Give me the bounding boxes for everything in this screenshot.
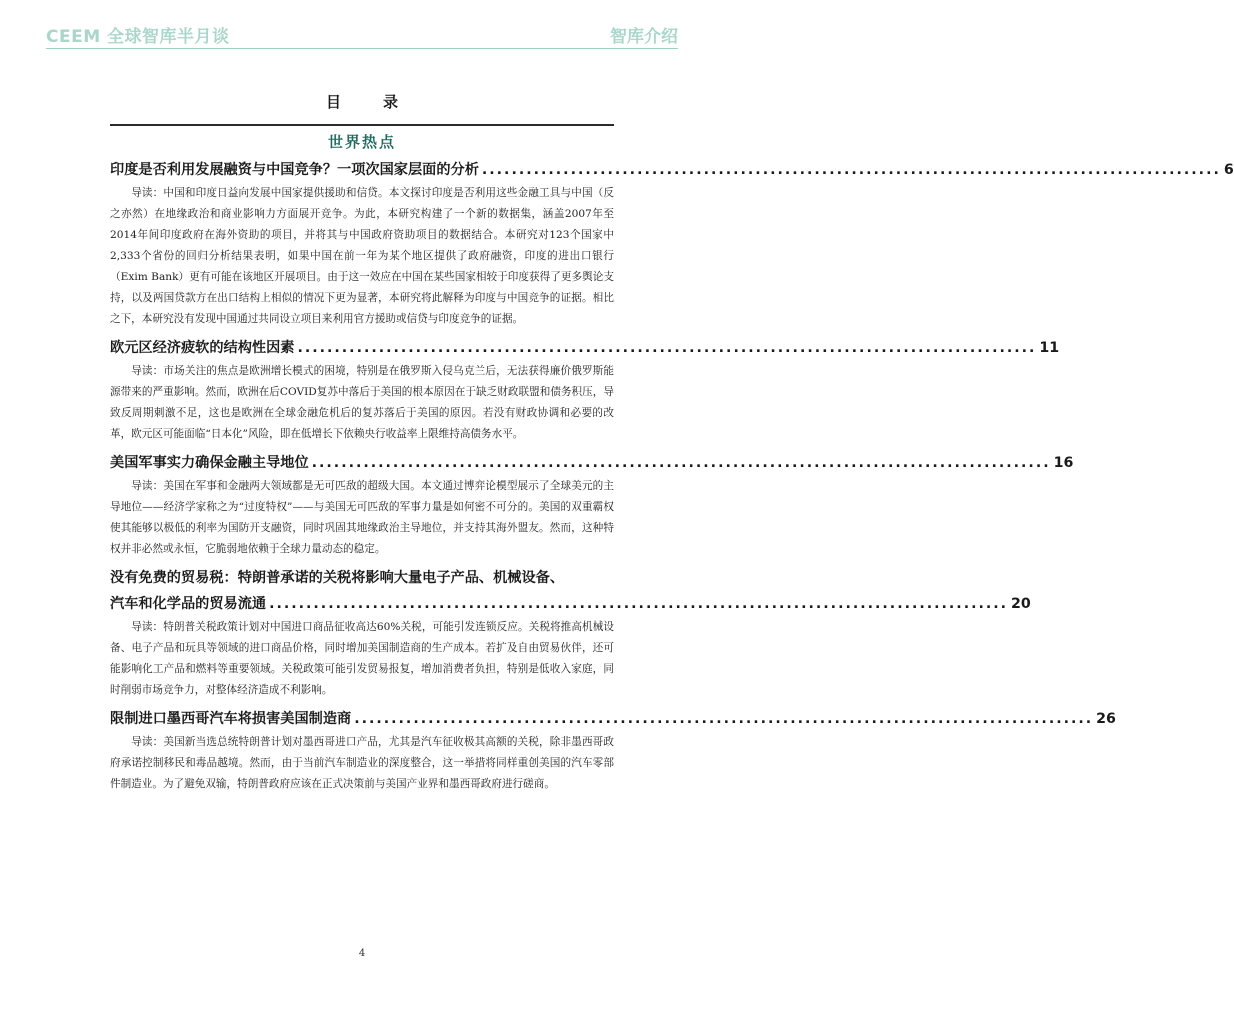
toc-entry[interactable] bbox=[110, 157, 1234, 330]
toc-entry-title-row[interactable] bbox=[110, 591, 1031, 617]
header-left-title: CEEM 全球智库半月谈 bbox=[46, 27, 230, 47]
toc-entry[interactable] bbox=[110, 565, 1031, 701]
toc-entry-page[interactable]: 11 bbox=[1039, 340, 1060, 356]
toc-entry-title-line-1[interactable]: 没有免费的贸易税：特朗普承诺的关税将影响大量电子产品、机械设备、 bbox=[110, 570, 565, 586]
toc-entry-title-row[interactable] bbox=[110, 335, 1060, 361]
toc-entry-abstract: 导读：美国在军事和金融两大领域都是无可匹敌的超级大国。本文通过博弈论模型展示了全球美元的主导地位——经济学家称之为“过度特权”——与美国无可匹敌的军事力量是如何密不可分的。美国的双重霸权使其能够以极低的利率为国防开支融资，同时巩固其地缘政治主导地位，并支持其海外盟友。然而，这种特权并非必然或永恒，它脆弱地依赖于全球力量动态的稳定。 bbox=[110, 480, 614, 555]
toc-content bbox=[110, 90, 1234, 795]
toc-entry-abstract: 导读：特朗普关税政策计划对中国进口商品征收高达60%关税，可能引发连锁反应。关税将推高机械设备、电子产品和玩具等领域的进口商品价格，同时增加美国制造商的生产成本。若扩及自由贸易伙伴，还可能影响化工产品和燃料等重要领域。关税政策可能引发贸易报复，增加消费者负担，特别是低收入家庭，同时削弱市场竞争力，对整体经济造成不利影响。 bbox=[110, 621, 614, 696]
toc-entry-abstract: 导读：中国和印度日益向发展中国家提供援助和信贷。本文探讨印度是否利用这些金融工具与中国（反之亦然）在地缘政治和商业影响力方面展开竞争。为此，本研究构建了一个新的数据集，涵盖2007年至2014年间印度政府在海外资助的项目，并将其与中国政府资助项目的数据结合。本研究对123个国家中2,333个省份的回归分析结果表明，如果中国在前一年为某个地区提供了政府融资，印度的进出口银行（Exim Bank）更有可能在该地区开展项目。由于这一效应在中国在某些国家相较于印度获得了更多舆论支持，以及两国贷款方在出口结构上相似的情况下更为显著，本研究将此解释为印度与中国竞争的证据。相比之下，本研究没有发现中国通过共同设立项目来利用官方援助或信贷与印度竞争的证据。 bbox=[110, 187, 614, 325]
toc-entry[interactable] bbox=[110, 706, 1116, 795]
toc-entry-title-row[interactable] bbox=[110, 450, 1074, 476]
title-divider bbox=[110, 124, 614, 126]
toc-entry-page[interactable]: 6 bbox=[1223, 162, 1234, 178]
toc-entry-title-line-2[interactable]: 汽车和化学品的贸易流通 bbox=[110, 596, 267, 612]
toc-entry-abstract: 导读：美国新当选总统特朗普计划对墨西哥进口产品，尤其是汽车征收极其高额的关税，除非墨西哥政府承诺控制移民和毒品越境。然而，由于当前汽车制造业的深度整合，这一举措将同样重创美国的汽车零部件制造业。为了避免双输，特朗普政府应该在正式决策前与美国产业界和墨西哥政府进行磋商。 bbox=[110, 736, 614, 790]
toc-entry[interactable] bbox=[110, 335, 1060, 445]
toc-entry-page[interactable]: 16 bbox=[1053, 455, 1074, 471]
leader-dots: .................................................................................................... bbox=[311, 455, 1051, 471]
toc-entry-abstract: 导读：市场关注的焦点是欧洲增长模式的困境，特别是在俄罗斯入侵乌克兰后，无法获得廉价俄罗斯能源带来的严重影响。然而，欧洲在后COVID复苏中落后于美国的根本原因在于缺乏财政联盟和债务积压，导致反周期刺激不足，这也是欧洲在全球金融危机后的复苏落后于美国的原因。若没有财政协调和必要的改革，欧元区可能面临“日本化”风险，即在低增长下依赖央行收益率上限维持高债务水平。 bbox=[110, 365, 614, 440]
leader-dots: .................................................................................................... bbox=[481, 162, 1221, 178]
toc-entry-title[interactable]: 欧元区经济疲软的结构性因素 bbox=[110, 340, 295, 356]
section-heading: 世界热点 bbox=[327, 133, 396, 151]
toc-entry-page[interactable]: 26 bbox=[1096, 711, 1116, 727]
toc-entry-title-row[interactable] bbox=[110, 157, 1234, 183]
page-header bbox=[46, 22, 678, 49]
leader-dots: .................................................................................................... bbox=[297, 340, 1037, 356]
leader-dots: .................................................................................................... bbox=[269, 596, 1009, 612]
toc-entry-title[interactable]: 印度是否利用发展融资与中国竞争？一项次国家层面的分析 bbox=[110, 162, 479, 178]
toc-entry-title-row[interactable] bbox=[110, 706, 1116, 732]
toc-entry-page[interactable]: 20 bbox=[1011, 596, 1031, 612]
toc-entry-title[interactable]: 限制进口墨西哥汽车将损害美国制造商 bbox=[110, 711, 352, 727]
page-number: 4 bbox=[358, 948, 366, 959]
toc-entry-title[interactable]: 美国军事实力确保金融主导地位 bbox=[110, 455, 309, 471]
toc-title: 目录 bbox=[325, 93, 440, 111]
header-right-title: 智库介绍 bbox=[610, 27, 678, 47]
leader-dots: .................................................................................................... bbox=[354, 711, 1094, 727]
toc-entry[interactable] bbox=[110, 450, 1074, 560]
